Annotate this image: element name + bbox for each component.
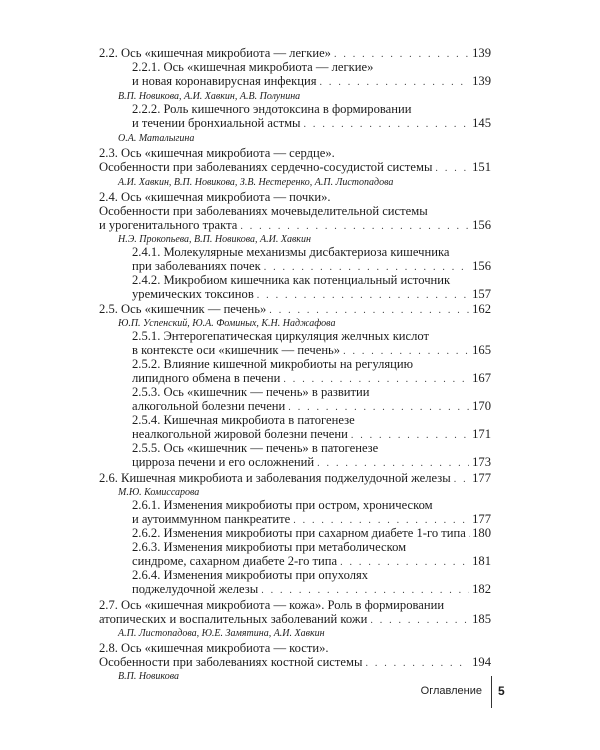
toc-page-number: 180 <box>472 526 491 540</box>
toc-entry-2-5-5-line1[interactable]: 2.5.5. Ось «кишечник — печень» в патогенезе <box>132 441 379 455</box>
toc-entry-title: в контексте оси «кишечник — печень» <box>132 343 341 357</box>
toc-authors: В.П. Новикова <box>118 671 179 682</box>
toc-page-number: 170 <box>472 399 491 413</box>
leader-dots <box>370 614 469 628</box>
leader-dots <box>304 118 470 132</box>
toc-authors: А.И. Хавкин, В.П. Новикова, З.В. Нестеренко, А.П. Листопадова <box>118 177 394 188</box>
toc-authors: Ю.П. Успенский, Ю.А. Фоминых, К.Н. Наджафова <box>118 318 336 329</box>
toc-authors: О.А. Маталыгина <box>118 133 195 144</box>
toc-entry-2-3-line1[interactable]: 2.3. Ось «кишечная микробиота — сердце». <box>99 146 335 160</box>
toc-entry-title: и аутоиммунном панкреатите <box>132 512 291 526</box>
toc-entry-2-4[interactable] <box>99 218 491 234</box>
toc-entry-title: и новая коронавирусная инфекция <box>132 74 317 88</box>
toc-entry-title: поджелудочной железы <box>132 582 259 596</box>
toc-entry-2-8[interactable] <box>99 655 491 671</box>
toc-page-number: 177 <box>472 512 491 526</box>
toc-authors: В.П. Новикова, А.И. Хавкин, А.В. Полунина <box>118 91 301 102</box>
toc-entry-2-2-2[interactable] <box>132 116 491 132</box>
toc-page-number: 194 <box>472 655 491 669</box>
toc-entry-title: Особенности при заболеваниях костной системы <box>99 655 363 669</box>
toc-entry-title: 2.6.2. Изменения микробиоты при сахарном диабете 1-го типа <box>132 526 466 540</box>
toc-entry-2-5-1-line1[interactable]: 2.5.1. Энтерогепатическая циркуляция желчных кислот <box>132 329 430 343</box>
toc-entry-2-2-1-line1[interactable]: 2.2.1. Ось «кишечная микробиота — легкие» <box>132 60 374 74</box>
toc-page-number: 162 <box>472 302 491 316</box>
toc-entry-2-4-2[interactable] <box>132 287 491 303</box>
toc-entry-2-6-1-line1[interactable]: 2.6.1. Изменения микробиоты при остром, хроническом <box>132 498 433 512</box>
toc-page-number: 185 <box>472 612 491 626</box>
toc-page-number: 171 <box>472 427 491 441</box>
toc-entry-title: 2.2. Ось «кишечная микробиота — легкие» <box>99 46 331 60</box>
toc-entry-2-6-4-line1[interactable]: 2.6.4. Изменения микробиоты при опухолях <box>132 568 369 582</box>
toc-page-number: 182 <box>472 582 491 596</box>
leader-dots <box>317 457 469 471</box>
toc-page-number: 156 <box>472 259 491 273</box>
toc-page-number: 139 <box>472 46 491 60</box>
toc-entry-title: и течении бронхиальной астмы <box>132 116 301 130</box>
page-number: 5 <box>498 684 505 698</box>
toc-entry-title: атопических и воспалительных заболеваний кожи <box>99 612 368 626</box>
running-footer-label: Оглавление <box>420 685 482 697</box>
toc-entry-2-2-1[interactable] <box>132 74 491 90</box>
toc-entry-title: алкогольной болезни печени <box>132 399 286 413</box>
leader-dots <box>454 473 469 487</box>
leader-dots <box>320 76 470 90</box>
toc-page-number: 181 <box>472 554 491 568</box>
leader-dots <box>257 289 469 303</box>
toc-entry-title: синдроме, сахарном диабете 2-го типа <box>132 554 338 568</box>
toc-entry-2-7[interactable] <box>99 612 491 628</box>
toc-page-number: 167 <box>472 371 491 385</box>
toc-entry-title: и урогенитального тракта <box>99 218 238 232</box>
toc-page-number: 157 <box>472 287 491 301</box>
toc-entry-title: Особенности при заболеваниях сердечно-сосудистой системы <box>99 160 433 174</box>
toc-entry-2-7-line1[interactable]: 2.7. Ось «кишечная микробиота — кожа». Роль в формировании <box>99 598 445 612</box>
toc-page-number: 139 <box>472 74 491 88</box>
toc-entry-2-4-2-line1[interactable]: 2.4.2. Микробиом кишечника как потенциальный источник <box>132 273 451 287</box>
toc-entry-title: цирроза печени и его осложнений <box>132 455 315 469</box>
toc-authors: М.Ю. Комиссарова <box>118 487 200 498</box>
leader-dots <box>261 584 469 598</box>
toc-page-number: 165 <box>472 343 491 357</box>
toc-page-number: 177 <box>472 471 491 485</box>
toc-entry-2-6[interactable] <box>99 471 491 487</box>
toc-entry-title: неалкогольной жировой болезни печени <box>132 427 348 441</box>
leader-dots <box>240 220 469 234</box>
toc-authors: Н.Э. Прокопьева, В.П. Новикова, А.И. Хавкин <box>118 234 311 245</box>
toc-entry-title: 2.5. Ось «кишечник — печень» <box>99 302 267 316</box>
toc-entry-2-6-4[interactable] <box>132 582 491 598</box>
toc-page-number: 145 <box>472 116 491 130</box>
toc-entry-2-4-line1[interactable]: 2.4. Ось «кишечная микробиота — почки». <box>99 190 331 204</box>
toc-page-number: 151 <box>472 160 491 174</box>
toc-entry-title: уремических токсинов <box>132 287 254 301</box>
toc-page-number: 173 <box>472 455 491 469</box>
toc-entry-2-5-5[interactable] <box>132 455 491 471</box>
toc-entry-2-5[interactable] <box>99 302 491 318</box>
toc-entry-2-5-4-line1[interactable]: 2.5.4. Кишечная микробиота в патогенезе <box>132 413 355 427</box>
leader-dots <box>269 304 469 318</box>
leader-dots <box>365 657 469 671</box>
toc-entry-2-5-3-line1[interactable]: 2.5.3. Ось «кишечник — печень» в развитии <box>132 385 370 399</box>
toc-page-number: 156 <box>472 218 491 232</box>
toc-entry-2-6-3-line1[interactable]: 2.6.3. Изменения микробиоты при метаболическом <box>132 540 407 554</box>
toc-entry-2-4-1-line1[interactable]: 2.4.1. Молекулярные механизмы дисбактериоза кишечника <box>132 245 450 259</box>
toc-entry-2-4-line2[interactable]: Особенности при заболеваниях мочевыделительной системы <box>99 204 428 218</box>
leader-dots <box>435 162 469 176</box>
toc-entry-2-5-2-line1[interactable]: 2.5.2. Влияние кишечной микробиоты на регуляцию <box>132 357 414 371</box>
toc-entry-2-3[interactable] <box>99 160 491 176</box>
toc-entry-2-2-2-line1[interactable]: 2.2.2. Роль кишечного эндотоксина в формировании <box>132 102 412 116</box>
toc-entry-title: липидного обмена в печени <box>132 371 281 385</box>
toc-entry-2-8-line1[interactable]: 2.8. Ось «кишечная микробиота — кости». <box>99 641 329 655</box>
toc-entry-title: 2.6. Кишечная микробиота и заболевания поджелудочной железы <box>99 471 451 485</box>
toc-authors: А.П. Листопадова, Ю.Е. Замятина, А.И. Хавкин <box>118 628 325 639</box>
toc-entry-title: при заболеваниях почек <box>132 259 261 273</box>
